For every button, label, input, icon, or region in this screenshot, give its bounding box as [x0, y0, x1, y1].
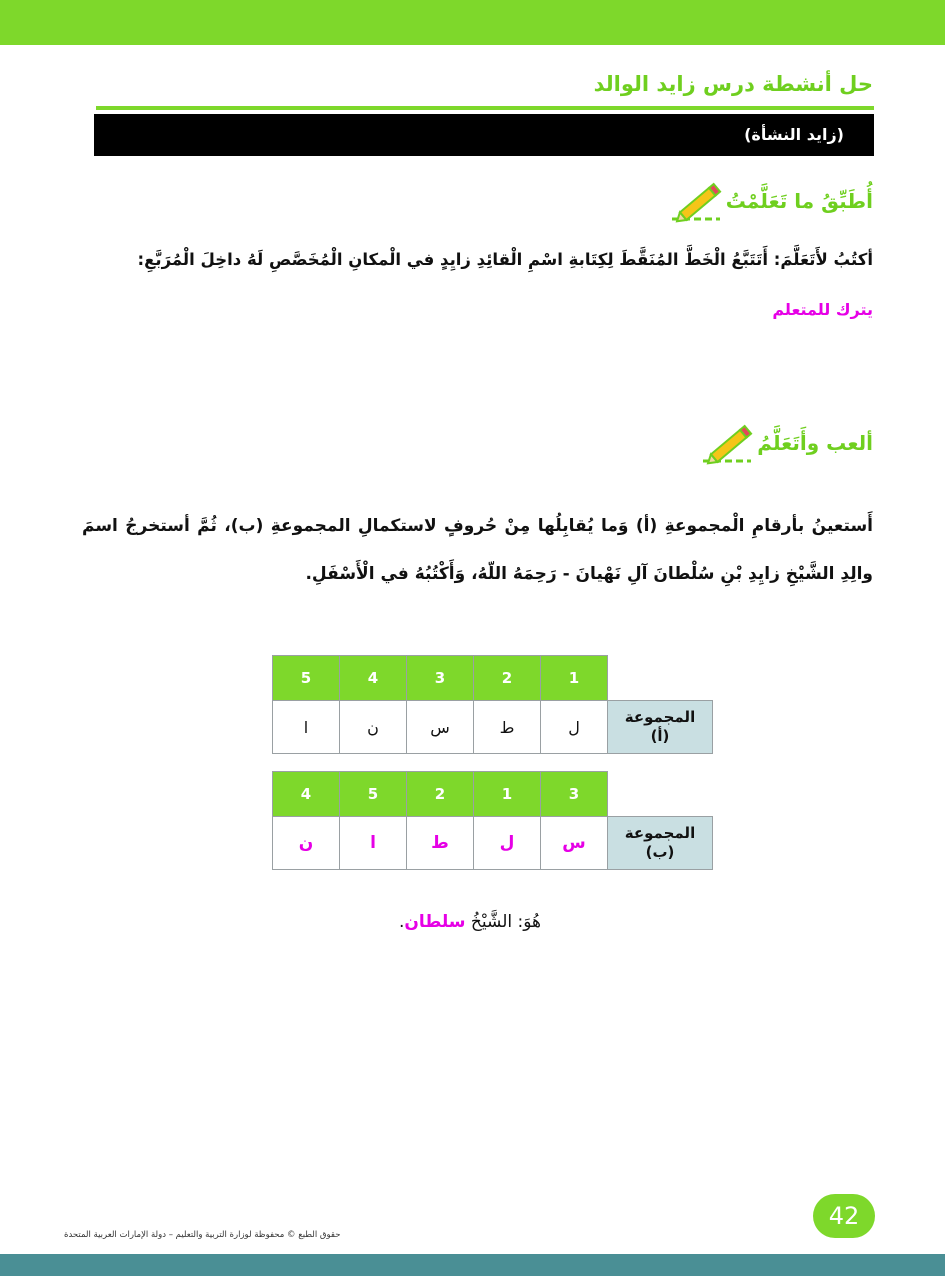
- group-a-label-tag: (أ): [650, 727, 670, 745]
- pencil-icon: [670, 178, 724, 224]
- section-label: (زايد النشأة): [744, 125, 844, 144]
- group-b-label-name: المجموعة: [624, 823, 696, 842]
- group-a-letter: ا: [273, 701, 340, 754]
- group-b-number: 1: [474, 772, 541, 817]
- group-b-label-tag: (ب): [645, 843, 675, 861]
- page-title: حل أنشطة درس زايد الوالد: [593, 72, 873, 96]
- group-a-number: 5: [273, 656, 340, 701]
- group-b-label: [608, 817, 713, 870]
- group-b-letter: ل: [474, 817, 541, 870]
- empty-cell: [608, 656, 713, 701]
- answer-prefix: هُوَ: الشَّيْخُ: [465, 912, 541, 932]
- answer-name: سلطان: [404, 912, 466, 932]
- group-a-letter: ن: [340, 701, 407, 754]
- group-b-letter-row: [273, 817, 713, 870]
- group-b-letter: ط: [407, 817, 474, 870]
- group-b-number: 5: [340, 772, 407, 817]
- copyright-notice: حقوق الطبع © محفوظة لوزارة التربية والتعليم – دولة الإمارات العربية المتحدة: [64, 1230, 341, 1240]
- activity2-title: ألعب وأَتَعَلَّمُ: [757, 431, 873, 455]
- group-a-number: 2: [474, 656, 541, 701]
- group-a-number: 1: [541, 656, 608, 701]
- group-a-table: [272, 655, 713, 754]
- group-b-number-row: [273, 772, 713, 817]
- answer-line: [360, 912, 580, 932]
- group-a-letter-row: [273, 701, 713, 754]
- group-b-number: 3: [541, 772, 608, 817]
- group-a-number: 4: [340, 656, 407, 701]
- top-green-band: [0, 0, 945, 45]
- group-a-label-name: المجموعة: [624, 707, 696, 726]
- group-a-label: [608, 701, 713, 754]
- group-b-number: 2: [407, 772, 474, 817]
- section-banner: [94, 114, 874, 156]
- group-b-letter: س: [541, 817, 608, 870]
- group-a-number: 3: [407, 656, 474, 701]
- pencil-icon: [701, 420, 755, 466]
- page-number: 42: [813, 1194, 875, 1238]
- group-a-number-row: [273, 656, 713, 701]
- activity2-paragraph: أَستعينُ بأرقامِ الْمجموعةِ (أ) وَما يُقابِلُها مِنْ حُروفٍ لاستكمالِ المجموعةِ (ب)، ثُمَّ أستخرجُ اسمَ والِدِ الشَّيْخِ زايِدِ بْنِ سُلْطانَ آلِ نَهْيانَ - رَحِمَهُ اللّهُ، وَأَكْتُبُهُ في الْأَسْفَلِ.: [82, 516, 873, 585]
- group-b-letter: ا: [340, 817, 407, 870]
- empty-cell: [608, 772, 713, 817]
- group-b-letter: ن: [273, 817, 340, 870]
- bottom-teal-band: [0, 1254, 945, 1276]
- group-b-table: [272, 771, 713, 870]
- group-a-letter: س: [407, 701, 474, 754]
- group-a-letter: ط: [474, 701, 541, 754]
- group-a-letter: ل: [541, 701, 608, 754]
- group-b-number: 4: [273, 772, 340, 817]
- activity1-heading: [670, 178, 873, 224]
- activity1-instruction: أكتُبُ لأَتَعَلَّمَ: أَتَتَبَّعُ الْخَطَّ المُنَقَّطَ لِكِتَابةِ اسْمِ الْقائِدِ زايِدٍ في الْمكانِ الْمُخَصَّصِ لَهُ داخِلَ الْمُرَبَّعِ:: [137, 250, 873, 269]
- teacher-note: يترك للمتعلم: [772, 300, 873, 319]
- activity2-heading: [701, 420, 873, 466]
- title-divider: [96, 106, 874, 110]
- activity1-title: أُطَبِّقُ ما تَعَلَّمْتُ: [725, 189, 873, 213]
- answer-suffix: .: [399, 912, 405, 932]
